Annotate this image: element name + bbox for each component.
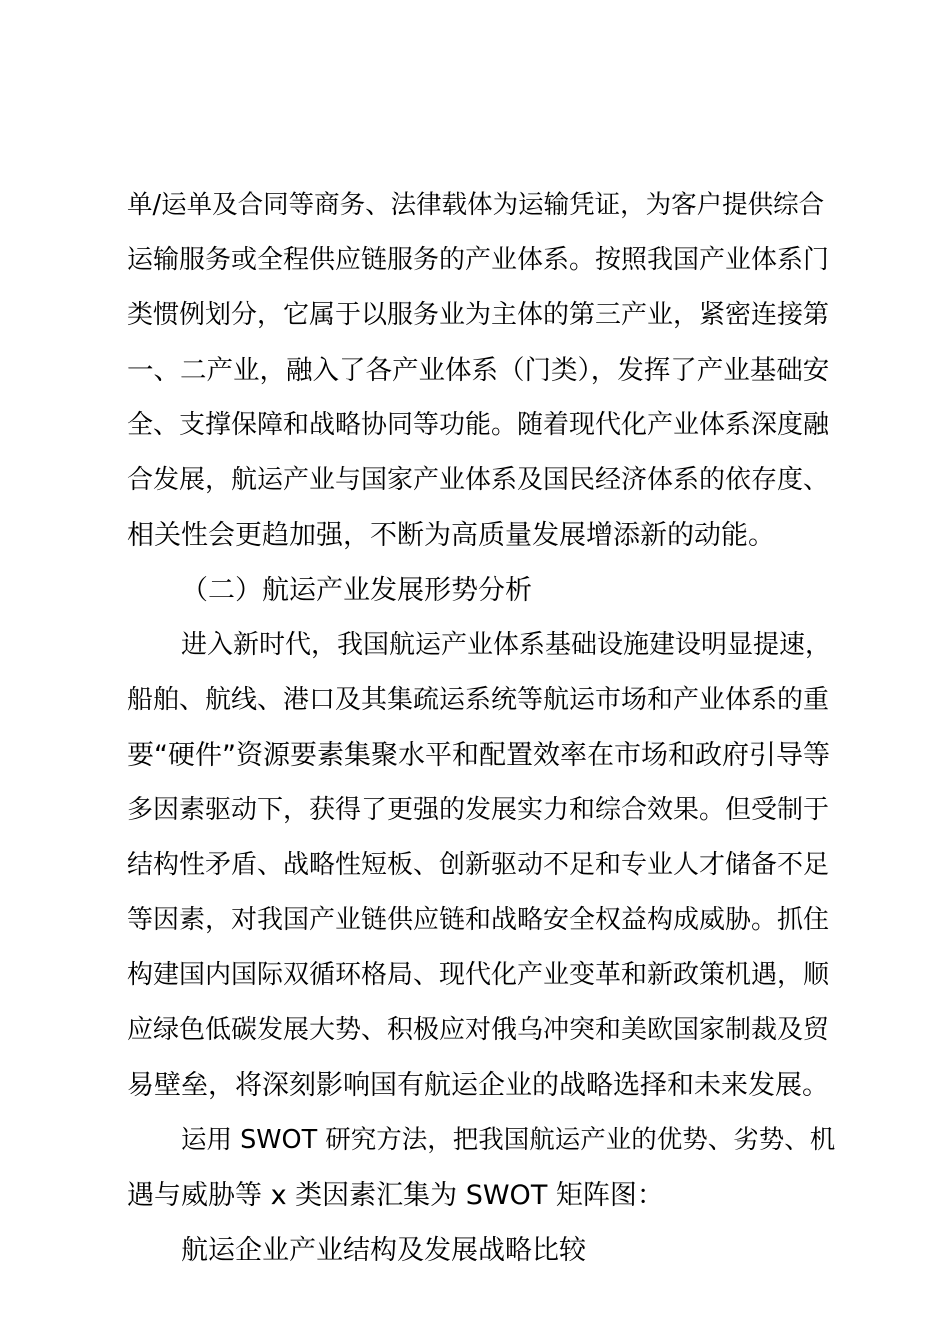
section-heading-block	[127, 563, 832, 618]
text-line: 多因素驱动下，获得了更强的发展实力和综合效果。但受制于	[127, 795, 830, 825]
text-line: 进入新时代，我国航运产业体系基础设施建设明显提速，	[181, 630, 832, 660]
text-line: 一、二产业，融入了各产业体系（门类），发挥了产业基础安	[127, 355, 830, 386]
text-line: 遇与威胁等 x 类因素汇集为 SWOT 矩阵图：	[127, 1180, 664, 1211]
text-line: 等因素，对我国产业链供应链和战略安全权益构成威胁。抓住	[127, 905, 830, 935]
figure-caption: 航运企业产业结构及发展战略比较	[181, 1235, 586, 1266]
text-line: 全、支撑保障和战略协同等功能。随着现代化产业体系深度融	[127, 410, 830, 440]
text-line: 合发展，航运产业与国家产业体系及国民经济体系的依存度、	[127, 465, 830, 495]
paragraph-industry-definition	[127, 178, 832, 563]
text-line: 船舶、航线、港口及其集疏运系统等航运市场和产业体系的重	[127, 685, 830, 715]
figure-caption-block	[127, 1223, 832, 1278]
text-line: 要“硬件”资源要素集聚水平和配置效率在市场和政府引导等	[127, 740, 830, 771]
text-line: 易壁垒，将深刻影响国有航运企业的战略选择和未来发展。	[127, 1070, 829, 1101]
paragraph-swot-method	[127, 1113, 836, 1223]
text-line: 类惯例划分，它属于以服务业为主体的第三产业，紧密连接第	[127, 300, 830, 330]
text-line: 应绿色低碳发展大势、积极应对俄乌冲突和美欧国家制裁及贸	[127, 1015, 830, 1045]
text-line: 运输服务或全程供应链服务的产业体系。按照我国产业体系门	[127, 245, 830, 275]
text-line: 单/运单及合同等商务、法律载体为运输凭证，为客户提供综合	[127, 190, 825, 220]
section-heading: （二）航运产业发展形势分析	[181, 575, 532, 606]
paragraph-development-situation	[127, 618, 832, 1113]
text-line: 构建国内国际双循环格局、现代化产业变革和新政策机遇，顺	[127, 960, 830, 990]
text-line: 相关性会更趋加强，不断为高质量发展增添新的动能。	[127, 520, 775, 551]
text-line: 运用 SWOT 研究方法，把我国航运产业的优势、劣势、机	[181, 1125, 836, 1155]
document-page	[127, 178, 836, 1278]
text-line: 结构性矛盾、战略性短板、创新驱动不足和专业人才储备不足	[127, 850, 830, 880]
